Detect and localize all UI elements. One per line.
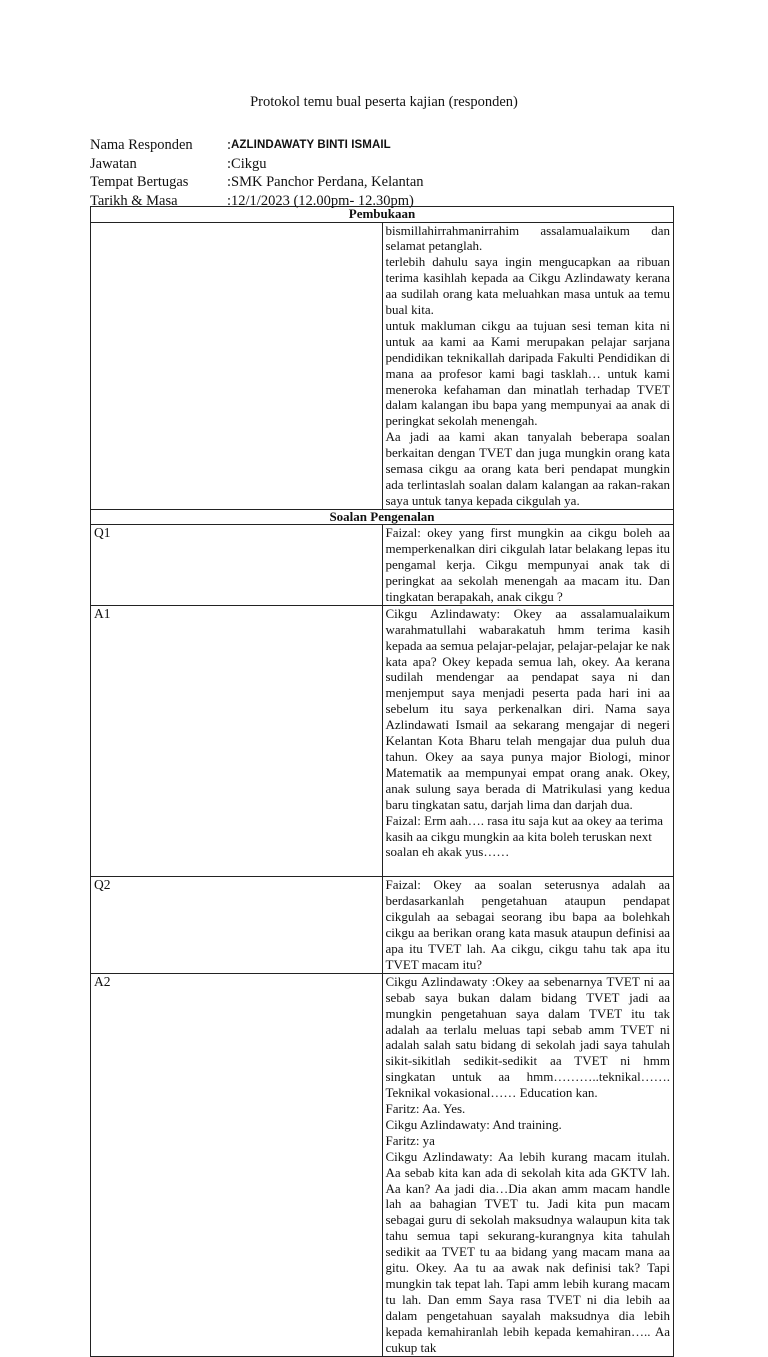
info-separator: : — [227, 192, 232, 209]
spacer — [386, 860, 671, 876]
row-label-empty — [91, 222, 383, 509]
info-separator: : — [227, 174, 232, 191]
qa-paragraph: Cikgu Azlindawaty: And training. — [385, 1116, 562, 1132]
info-row-workplace — [90, 173, 424, 192]
section-heading-pembukaan: Pembukaan — [91, 207, 674, 223]
qa-row — [91, 605, 674, 877]
qa-paragraph: Cikgu Azlindawaty: Okey aa assalamualaikum warahmatullahi wabarakatuh hmm terima kasih kepada aa semua pelajar-pelajar, pelajar-pelajar ke nak kata apa? Okey kepada semua lah, okey. Aa kerana sudilah mendengar aa pendapat saya ni dan menjemput saya menjadi peserta pada hari ini aa sebelum itu saya perkenalkan diri. Nama saya Azlindawati Ismail aa sekarang mengajar di negeri Kelantan Kota Bharu telah mengajar dua puluh dua tahun. Okey aa saya punya major Biologi, minor Matematik aa mempunyai empat orang anak. Okey, anak sulung saya berada di Matrikulasi yang kedua baru tingkatan satu, darjah lima dan darjah dua. — [385, 605, 670, 812]
qa-label: Q1 — [91, 525, 383, 606]
qa-paragraph: Faritz: ya — [385, 1132, 435, 1148]
info-label: Tarikh & Masa — [90, 192, 178, 209]
info-label: Tempat Bertugas — [90, 174, 189, 191]
info-value: 12/1/2023 (12.00pm- 12.30pm) — [231, 192, 414, 209]
info-separator: : — [227, 137, 232, 153]
opening-text — [382, 222, 674, 509]
qa-paragraph: Faizal: okey yang first mungkin aa cikgu boleh aa memperkenalkan diri cikgulah latar belakang lepas itu pengamal kerja. Cikgu mempunyai anak tak di peringkat aa sekolah menengah aa macam itu. Dan tingkatan berapakah, anak cikgu ? — [385, 525, 670, 604]
section-header-row — [91, 509, 674, 525]
info-label: Nama Responden — [90, 137, 193, 153]
qa-row — [91, 877, 674, 973]
qa-row — [91, 525, 674, 606]
opening-paragraph: terlebih dahulu saya ingin mengucapkan aa ribuan terima kasihlah kepada aa Cikgu Azlindawaty kerana aa sudilah orang kata meluahkan masa untuk aa temu bual kita. — [385, 254, 670, 318]
qa-text — [382, 877, 674, 973]
info-label: Jawatan — [90, 155, 137, 172]
interview-table — [90, 206, 674, 1357]
info-row-name — [90, 136, 424, 155]
section-heading-pengenalan: Soalan Pengenalan — [91, 509, 674, 525]
qa-text — [382, 525, 674, 606]
section-header-row — [91, 207, 674, 223]
info-value: AZLINDAWATY BINTI ISMAIL — [231, 139, 391, 151]
qa-label: A1 — [91, 605, 383, 877]
opening-row — [91, 222, 674, 509]
qa-label: A2 — [91, 973, 383, 1356]
info-row-position — [90, 155, 424, 174]
qa-text — [382, 973, 674, 1356]
qa-paragraph: Faizal: Okey aa soalan seterusnya adalah aa berdasarkanlah pengetahuan ataupun pendapat cikgulah aa sebagai seorang ibu bapa aa bolehkah cikgu aa berikan orang kata masuk ataupun definisi aa apa itu TVET lah. Aa cikgu, cikgu tahu tak apa itu TVET macam itu? — [385, 877, 670, 972]
respondent-info — [90, 136, 424, 210]
opening-paragraph: untuk makluman cikgu aa tujuan sesi teman kita ni untuk aa kami aa Kami merupakan pelajar sarjana pendidikan teknikallah daripada Fakulti Pendidikan di mana aa profesor kami bagi tasklah… untuk kami meneroka kefahaman dan minatlah terhadap TVET dalam kalangan ibu bapa yang mempunyai aa anak di peringkat sekolah menengah. — [385, 317, 670, 429]
info-value: SMK Panchor Perdana, Kelantan — [231, 174, 424, 191]
qa-row — [91, 973, 674, 1356]
info-value: Cikgu — [231, 155, 267, 172]
qa-text — [382, 605, 674, 877]
info-separator: : — [227, 155, 232, 172]
qa-label: Q2 — [91, 877, 383, 973]
opening-paragraph: bismillahirrahmanirrahim assalamualaikum dan selamat petanglаh. — [385, 222, 670, 254]
qa-paragraph: Cikgu Azlindawaty: Aa lebih kurang macam itulah. Aa sebab kita kan ada di sekolah kita ada GKTV lah. Aa kan? Aa jadi dia…Dia akan amm macam handle lah aa bahagian TVET tu. Jadi kita pun macam sebagai guru di sekolah maksudnya walaupun kita tak tahu semua tapi sekurang-kurangnya kita tahulah sedikit aa TVET tu aa bidang yang macam mana aa gitu. Okey. Aa tu aa awak nak definisi tak? Tapi mungkin tak tepat lah. Tapi amm lebih kurang macam tu lah. Dan emm Saya rasa TVET ni dia lebih aa dalam pengetahuan sayalah maksudnya dia lebih kepada kemahiranlah lebih kepada kemahiran….. Aa cukup tak — [385, 1148, 670, 1355]
qa-paragraph: Cikgu Azlindawaty :Okey aa sebenarnya TVET ni aa sebab saya bukan dalam bidang TVET jadi aa mungkin pengetahuan saya dalam TVET itu tak adalah aa terlalu meluas tapi sebab amm TVET ni adalah salah satu bidang di sekolah jadi saya tahulah sikit-sikitlah sedikit-sedikit aa TVET ni hmm singkatan untuk aa hmm………..teknikal……. Teknikal vokasional…… Education kan. — [385, 973, 670, 1101]
qa-paragraph: Faritz: Aa. Yes. — [385, 1101, 466, 1117]
opening-paragraph: Aa jadi aa kami akan tanyalah beberapa soalan berkaitan dengan TVET dan juga mungkin orang kata semasa cikgu aa orang kata beri pendapat mungkin ada terlintaslah soalan dalam kalangan aa rakan-rakan saya untuk tanya kepada cikgulah ya. — [385, 429, 670, 508]
document-title: Protokol temu bual peserta kajian (responden) — [250, 94, 518, 110]
qa-paragraph: Faizal: Erm aah…. rasa itu saja kut aa okey aa terima kasih aa cikgu mungkin aa kita boleh teruskan next soalan eh akak yus…… — [385, 812, 664, 860]
